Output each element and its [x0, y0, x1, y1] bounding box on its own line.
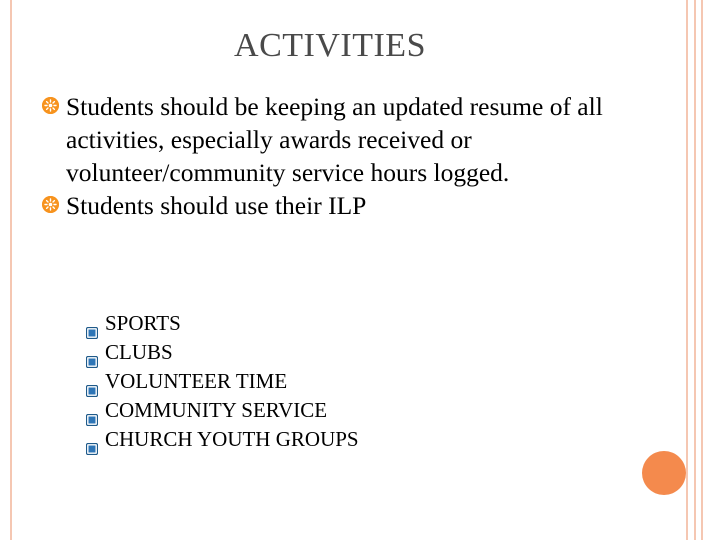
sub-bullet-item	[86, 396, 359, 425]
checkbox-bullet-icon	[86, 405, 98, 417]
sub-bullet-text: CLUBS	[105, 340, 173, 364]
slide-title: ACTIVITIES	[234, 27, 426, 64]
sunburst-bullet-icon	[42, 196, 59, 213]
right-decorative-rule	[701, 0, 703, 540]
sub-bullet-item	[86, 367, 359, 396]
left-decorative-rule	[10, 0, 12, 540]
sub-bullet-item	[86, 309, 359, 338]
bullet-item	[42, 90, 642, 189]
sub-bullet-item	[86, 338, 359, 367]
checkbox-bullet-icon	[86, 376, 98, 388]
checkbox-bullet-icon	[86, 318, 98, 330]
checkbox-bullet-icon	[86, 434, 98, 446]
right-decorative-rule	[694, 0, 696, 540]
checkbox-bullet-icon	[86, 347, 98, 359]
sub-bullet-text: VOLUNTEER TIME	[105, 369, 288, 393]
sub-bullet-list	[86, 309, 359, 454]
sub-bullet-item	[86, 425, 359, 454]
bullet-text: Students should be keeping an updated resume of all activities, especially awards received or volunteer/community service hours logged.	[66, 92, 603, 187]
bullet-list	[42, 90, 642, 222]
bullet-text: Students should use their ILP	[66, 191, 367, 220]
sub-bullet-text: COMMUNITY SERVICE	[105, 398, 328, 422]
sub-bullet-text: CHURCH YOUTH GROUPS	[105, 427, 359, 451]
sub-bullet-text: SPORTS	[105, 311, 181, 335]
decorative-circle	[642, 451, 686, 495]
right-decorative-rule	[686, 0, 688, 540]
sunburst-bullet-icon	[42, 97, 59, 114]
bullet-item	[42, 189, 642, 222]
